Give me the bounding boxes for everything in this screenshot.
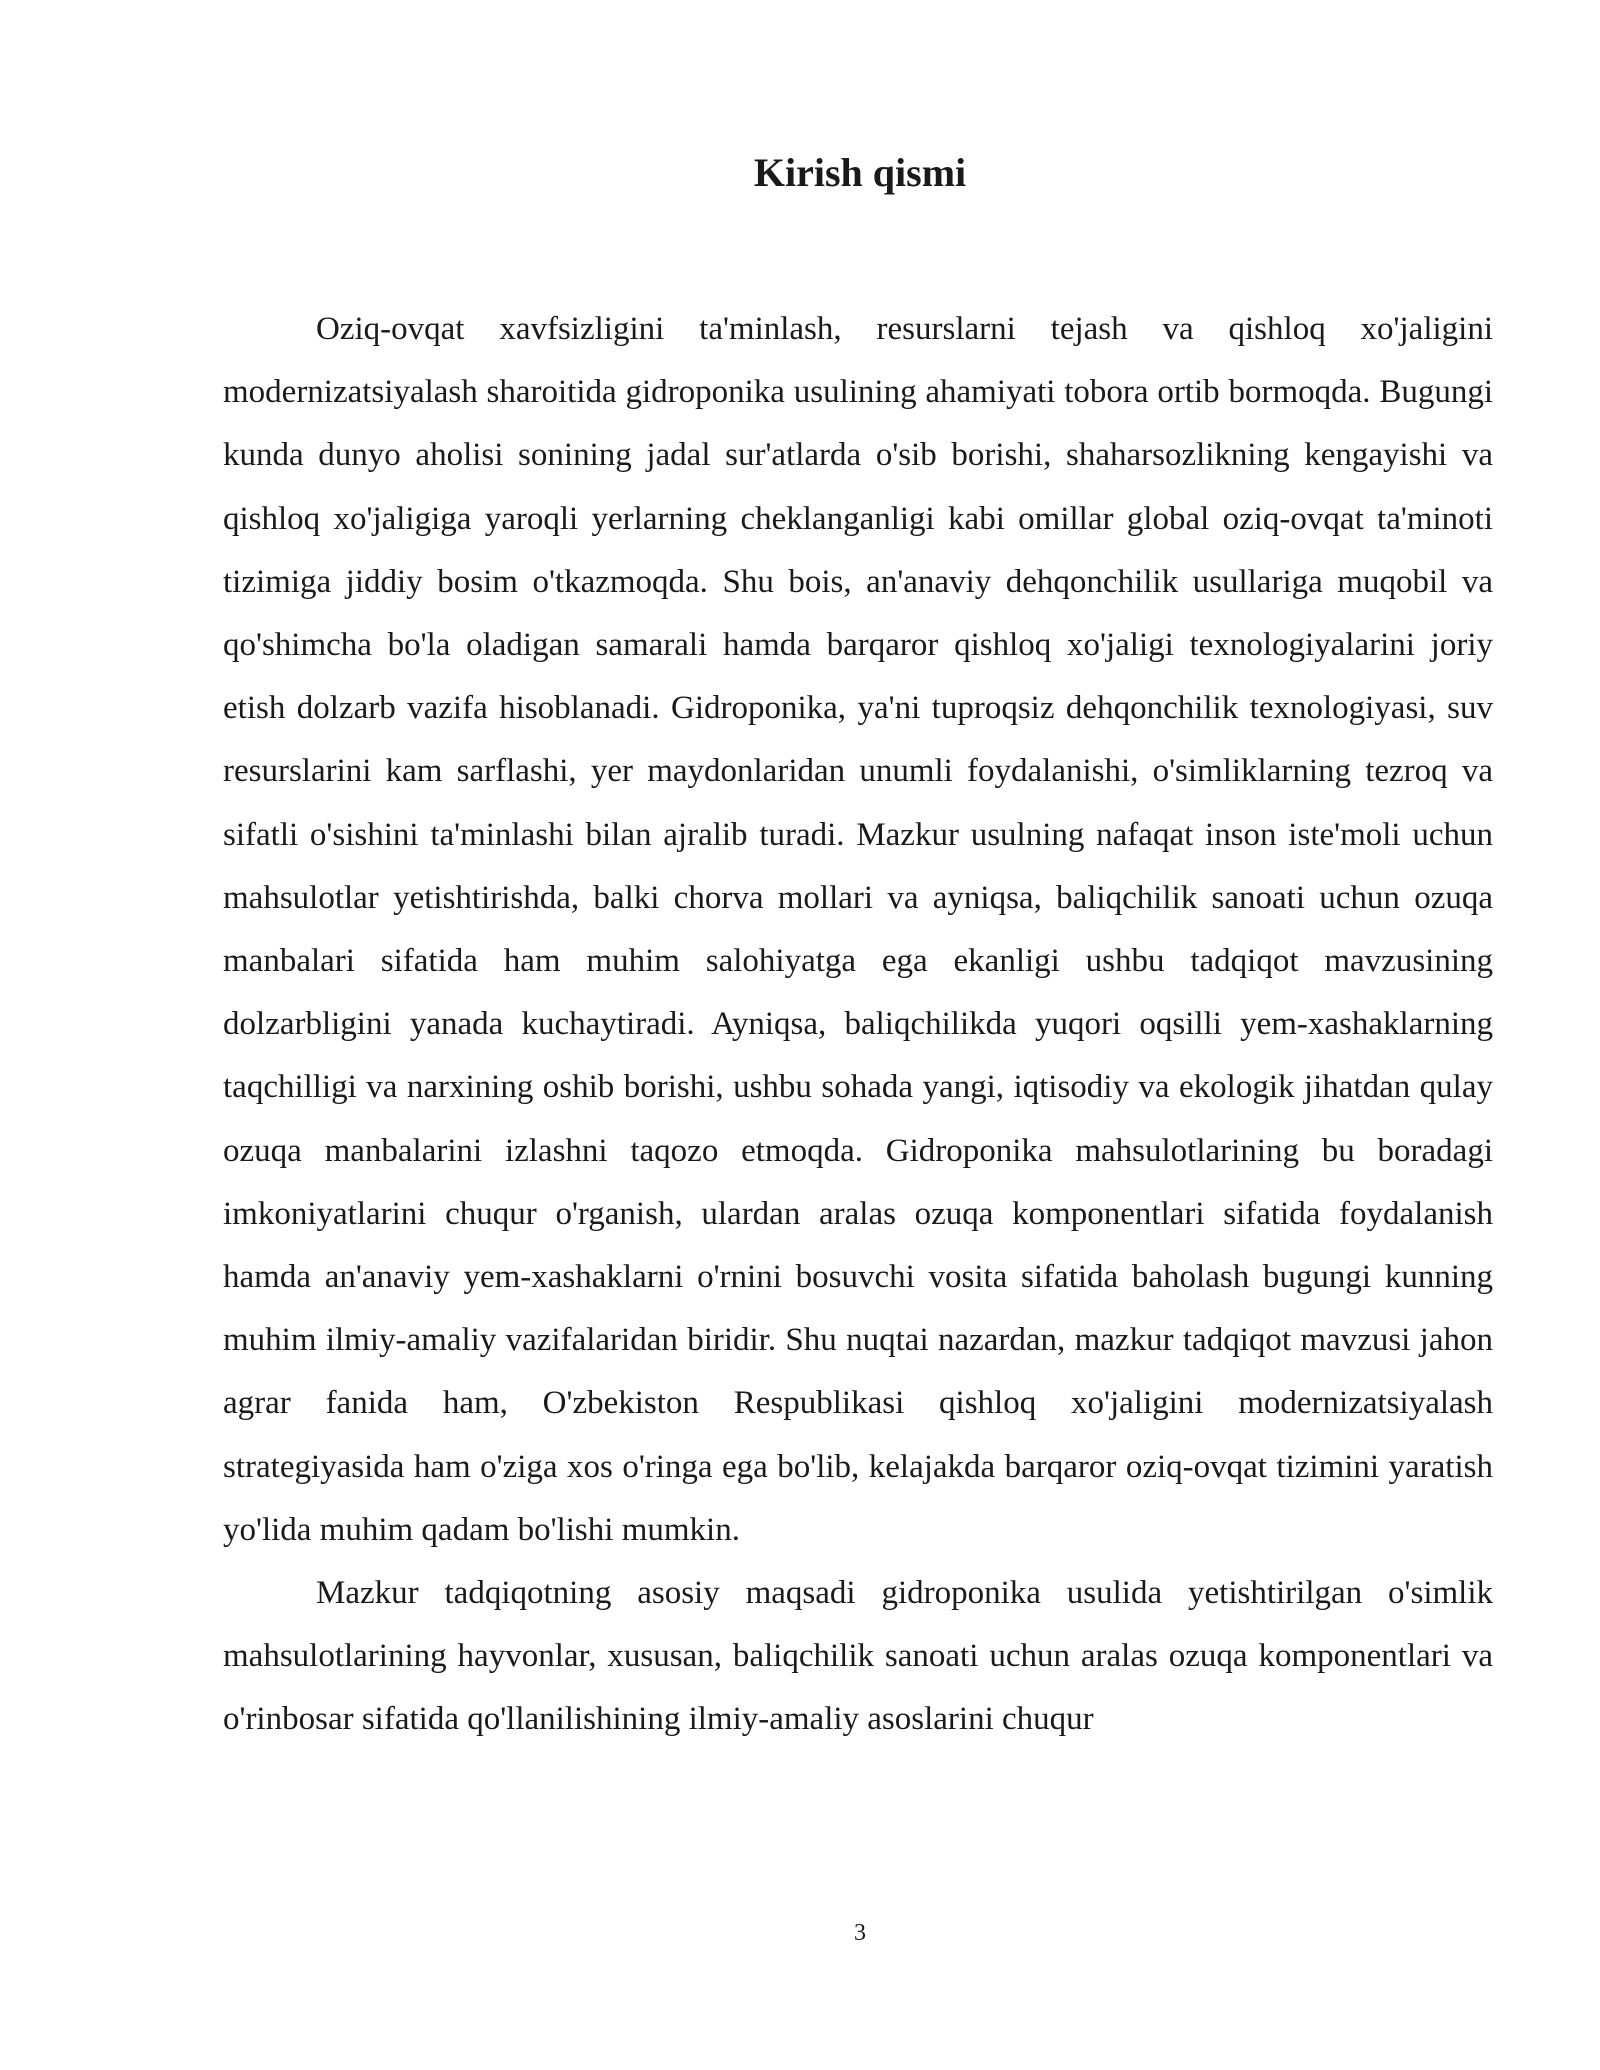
body-text [223,298,1493,1752]
page-number: 3 [854,1920,866,1946]
paragraph-aim: Mazkur tadqiqotning asosiy maqsadi gidroponika usulida yetishtirilgan o'simlik mahsulotlarining hayvonlar, xususan, baliqchilik sanoati uchun aralas ozuqa komponentlari va o'rinbosar sifatida qo'llanilishining ilmiy-amaliy asoslarini chuqur [223,1575,1493,1738]
paragraph-intro: Oziq-ovqat xavfsizligini ta'minlash, resurslarni tejash va qishloq xo'jaligini modernizatsiyalash sharoitida gidroponika usulining ahamiyati tobora ortib bormoqda. Bugungi kunda dunyo aholisi sonining jadal sur'atlarda o'sib borishi, shaharsozlikning kengayishi va qishloq xo'jaligiga yaroqli yerlarning cheklanganligi kabi omillar global oziq-ovqat ta'minoti tizimiga jiddiy bosim o'tkazmoqda. Shu bois, an'anaviy dehqonchilik usullariga muqobil va qo'shimcha bo'la oladigan samarali hamda barqaror qishloq xo'jaligi texnologiyalarini joriy etish dolzarb vazifa hisoblanadi. Gidroponika, ya'ni tuproqsiz dehqonchilik texnologiyasi, suv resurslarini kam sarflashi, yer maydonlaridan unumli foydalanishi, o'simliklarning tezroq va sifatli o'sishini ta'minlashi bilan ajralib turadi. Mazkur usulning nafaqat inson iste'moli uchun mahsulotlar yetishtirishda, balki chorva mollari va ayniqsa, baliqchilik sanoati uchun ozuqa manbalari sifatida ham muhim salohiyatga ega ekanligi ushbu tadqiqot mavzusining dolzarbligini yanada kuchaytiradi. Ayniqsa, baliqchilikda yuqori oqsilli yem-xashaklarning taqchilligi va narxining oshib borishi, ushbu sohada yangi, iqtisodiy va ekologik jihatdan qulay ozuqa manbalarini izlashni taqozo etmoqda. Gidroponika mahsulotlarining bu boradagi imkoniyatlarini chuqur o'rganish, ulardan aralas ozuqa komponentlari sifatida foydalanish hamda an'anaviy yem-xashaklarni o'rnini bosuvchi vosita sifatida baholash bugungi kunning muhim ilmiy-amaliy vazifalaridan biridir. Shu nuqtai nazardan, mazkur tadqiqot mavzusi jahon agrar fanida ham, O'zbekiston Respublikasi qishloq xo'jaligini modernizatsiyalash strategiyasida ham o'ziga xos o'ringa ega bo'lib, kelajakda barqaror oziq-ovqat tizimini yaratish yo'lida muhim qadam bo'lishi mumkin. [223,311,1493,1548]
page-title: Kirish qismi [753,150,967,195]
